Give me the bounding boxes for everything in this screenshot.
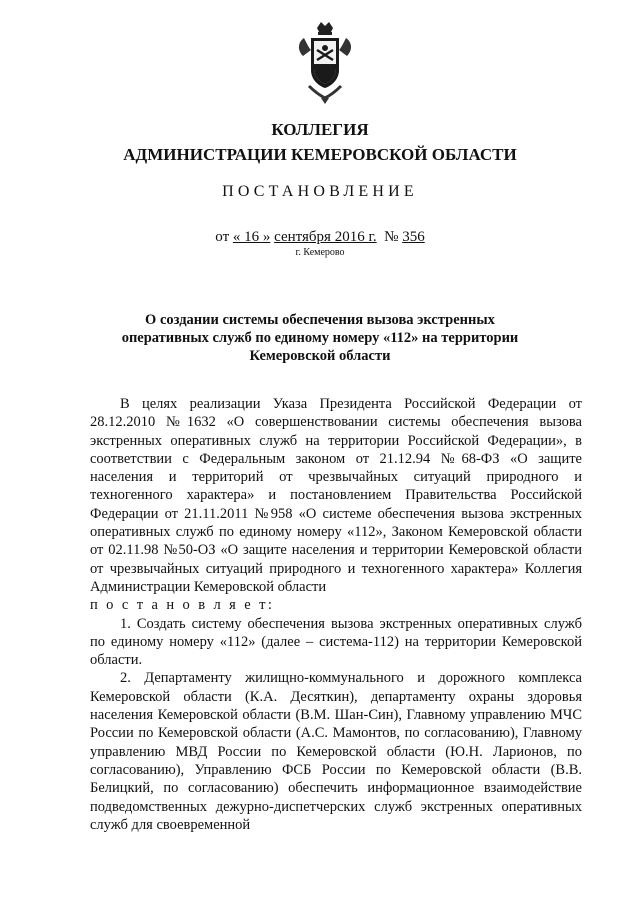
number-sign: № [384, 229, 399, 245]
date-line [0, 229, 640, 246]
city: г. Кемерово [295, 247, 345, 258]
item-2-paragraph: 2. Департаменту жилищно-коммунального и дорожного комплекса Кемеровской области (К.А. Десяткин), департаменту охраны здоровья населения Кемеровской области (В.М. Шан-Син), Главному управлению МЧС России по Кемеровской области (А.С. Мамонтов, по согласованию), Главному управлению МВД России по Кемеровской области (Ю.Н. Ларионов, по согласованию), Управлению ФСБ России по Кемеровской области (В.В. Белицкий, по согласованию) обеспечить информационное взаимодействие подведомственных дежурно-диспетчерских служб экстренных оперативных служб для своевременной [90, 670, 582, 833]
document-body [90, 395, 582, 834]
resolves-line: п о с т а н о в л я е т: [90, 597, 275, 614]
document-type: ПОСТАНОВЛЕНИЕ [222, 183, 418, 200]
org-name-line1: КОЛЛЕГИЯ [271, 120, 369, 139]
document-title: О создании системы обеспечения вызова экстренных оперативных служб по единому номеру «112» на территории Кемеровской области [121, 312, 519, 364]
org-name-line2: АДМИНИСТРАЦИИ КЕМЕРОВСКОЙ ОБЛАСТИ [123, 145, 517, 164]
document-number: 356 [402, 229, 425, 245]
date-month-year: сентября 2016 г. [274, 229, 377, 245]
preamble-paragraph: В целях реализации Указа Президента Российской Федерации от 28.12.2010 №1632 «О совершенствовании системы обеспечения вызова экстренных оперативных служб на территории Российской Федерации», в соответствии с Федеральным законом от 21.12.94 №68-ФЗ «О защите населения и территорий от чрезвычайных ситуаций природного и техногенного характера» и постановлением Правительства Российской Федерации от 21.11.2011 №958 «О системе обеспечения вызова экстренных оперативных служб по единому номеру «112», Законом Кемеровской области от 02.11.98 №50-ОЗ «О защите населения и территории Кемеровской области от чрезвычайных ситуаций природного и техногенного характера» Коллегия Администрации Кемеровской области [90, 396, 582, 595]
item-1-paragraph: 1. Создать систему обеспечения вызова экстренных оперативных служб по единому номеру «112» (далее – система-112) на территории Кемеровской области. [90, 615, 582, 669]
date-prefix: от [215, 229, 230, 245]
coat-of-arms-emblem [295, 20, 355, 106]
date-day: « 16 » [232, 229, 271, 245]
